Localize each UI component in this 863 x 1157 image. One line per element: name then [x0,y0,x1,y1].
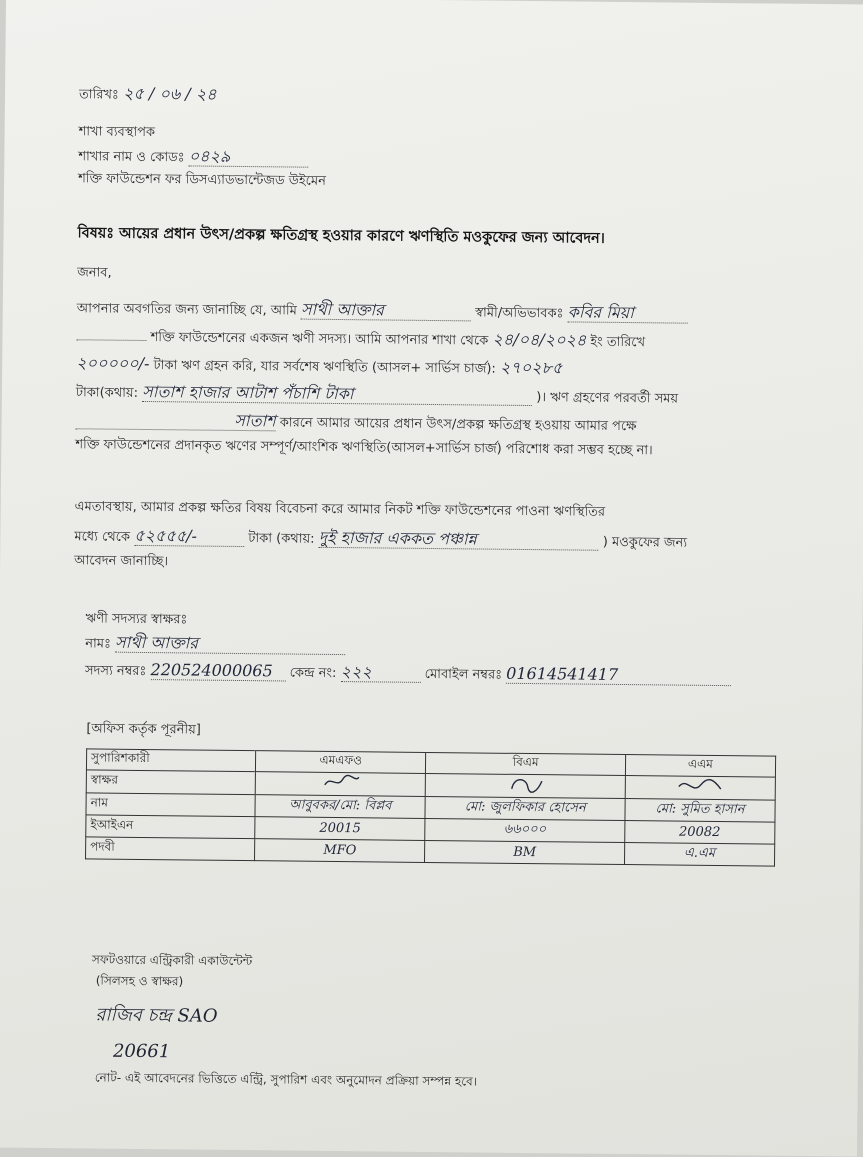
para2-line1: এমতাবস্থায়, আমার প্রকল্প ক্ষতির বিষয় বিবেচনা করে আমার নিকট শক্তি ফাউন্ডেশনের পাওনা ঋণস্থিতির [74,499,606,520]
loan-date-field: ২৪/০৪/২০২৪ [492,329,587,350]
footer-note: নোট- এই আবেদনের ভিত্তিতে এন্ট্রি, সুপারিশ এবং অনুমোদন প্রক্রিয়া সম্পন্ন হবে। [94,1070,478,1089]
ein-am: 20082 [624,821,774,845]
signature-mfo [255,772,426,797]
para2-line2 [74,526,687,552]
para2-text-3: টাকা (কথায়: [248,531,315,547]
row-label-signature: স্বাক্ষর [86,770,255,795]
member-name-label: নামঃ [85,636,112,652]
organization-name: শক্তি ফাউন্ডেশন ফর ডিসএ্যাডভান্টেজড উইমেন [78,171,326,189]
salutation: জনাব, [77,265,112,281]
designation-bm: BM [425,840,625,864]
signature-mark [505,775,545,793]
para1-text-2: স্বামী/অভিভাবকঃ [475,305,564,322]
para2-text-2: মধ্যে থেকে [74,529,131,545]
para1-line2 [76,326,645,352]
para1-text-5: টাকা ঋণ গ্রহন করি, যার সর্বশেষ ঋণস্থিতি (আসল+ সার্ভিস চার্জ): [153,358,496,377]
reason-field: সাতাশ [76,410,276,431]
signature-mark [320,773,360,791]
member-name-field: সাথী আক্তার [301,301,471,322]
mobile-value: 01614541417 [506,665,731,686]
center-value: ২২২ [340,663,420,683]
para1-line3 [76,354,562,379]
member-number-value: 220524000065 [150,661,285,681]
mobile-label: মোবাইল নম্বরঃ [424,666,503,683]
balance-words-field: সাতাশ হাজার আটাশ পঁচাশি টাকা [142,383,532,406]
loan-amount-field: ২০০০০০/- [76,353,150,374]
date-value: ২৫ / ০৬ / ২৪ [122,83,217,104]
signature-mark [675,777,725,796]
row-label-designation: পদবী [86,837,255,861]
row-label-name: নাম [86,793,255,817]
office-label: [অফিস কর্তৃক পূরনীয়] [86,721,201,738]
para1-line4 [76,382,678,408]
para1-text-6: টাকা(কথায়: [75,385,139,401]
accountant-signature-ein: 20661 [112,1040,171,1063]
header-am: এএম [625,755,775,778]
branch-line [78,146,309,168]
accountant-title: সফটওয়ারে এন্ট্রিকারী একাউন্টেন্ট [91,952,253,969]
member-number-label: সদস্য নম্বরঃ [84,663,147,680]
para1-text-8: কারনে আমার আয়ের প্রধান উৎস/প্রকল্প ক্ষতিগ্রস্থ হওয়ায় আমার পক্ষে [279,415,637,435]
para1-text-4: ইং তারিখে [590,334,646,351]
signature-am [625,776,775,801]
ein-bm: ৬৬০০০ [425,818,625,842]
accountant-seal-label: (সিলসহ ও স্বাক্ষর) [95,973,184,989]
header-bm: বিএম [426,752,626,775]
ein-mfo: 20015 [255,817,426,841]
row-label-ein: ইআইএন [86,815,255,839]
member-number-line [85,660,731,687]
para1-line1 [77,298,688,324]
center-label: কেন্দ্র নং: [289,665,337,682]
designation-mfo: MFO [255,839,426,863]
branch-label: শাখার নাম ও কোডঃ [78,149,185,166]
header-recommender: সুপারিশকারী [86,749,255,772]
member-sign-label: ঋণী সদস্যর স্বাক্ষরঃ [85,611,188,628]
recipient-title: শাখা ব্যবস্থাপক [78,124,156,141]
guardian-name-field: কবির মিয়া [568,303,688,323]
member-name-line [85,633,345,656]
accountant-signature-name: রাজিব চন্দ্র SAO [95,1004,218,1027]
member-name-value: সাথী আক্তার [115,634,345,655]
waive-words-field: দুই হাজার এককত পঞ্চান্ন [319,529,599,551]
para1-text-7: )। ঋণ গ্রহণের পরবর্তী সময় [536,390,679,407]
para2-line3: আবেদন জানাচ্ছি। [74,553,169,570]
header-mfo: এমএফও [255,751,426,774]
designation-am: এ.এম [624,843,774,867]
subject-line: বিষয়ঃ আয়ের প্রধান উৎস/প্রকল্প ক্ষতিগ্রস্থ হওয়ার কারণে ঋণস্থিতি মওকুফের জন্য আবেদন। [77,225,605,247]
para1-line6: শক্তি ফাউন্ডেশনের প্রদানকৃত ঋণের সম্পূর্ণ/আংশিক ঋণস্থিতি(আসল+সার্ভিস চার্জ) পরিশোধ করা সম্ভব হচ্ছে না। [75,437,653,459]
branch-code: ০৪২৯ [189,147,309,167]
name-mfo: আবুবকর/মো: বিপ্লব [255,795,426,819]
balance-field: ২৭০২৮৫ [499,357,563,378]
para1-text-3: শক্তি ফাউন্ডেশনের একজন ঋণী সদস্য। আমি আপনার শাখা থেকে [150,330,489,349]
name-am: মো: সুমিত হাসান [625,799,775,823]
signature-bm [426,773,626,798]
office-table [85,748,776,866]
date-line [79,84,217,105]
date-label: তারিখঃ [78,87,119,103]
waive-amount-field: ৫২৫৫৫/- [134,527,244,547]
name-bm: মো: জুলফিকার হোসেন [425,796,625,820]
para1-text-1: আপনার অবগতির জন্য জানাচ্ছি যে, আমি [76,301,297,319]
para2-text-4: ) মওকুফের জন্য [602,534,688,551]
